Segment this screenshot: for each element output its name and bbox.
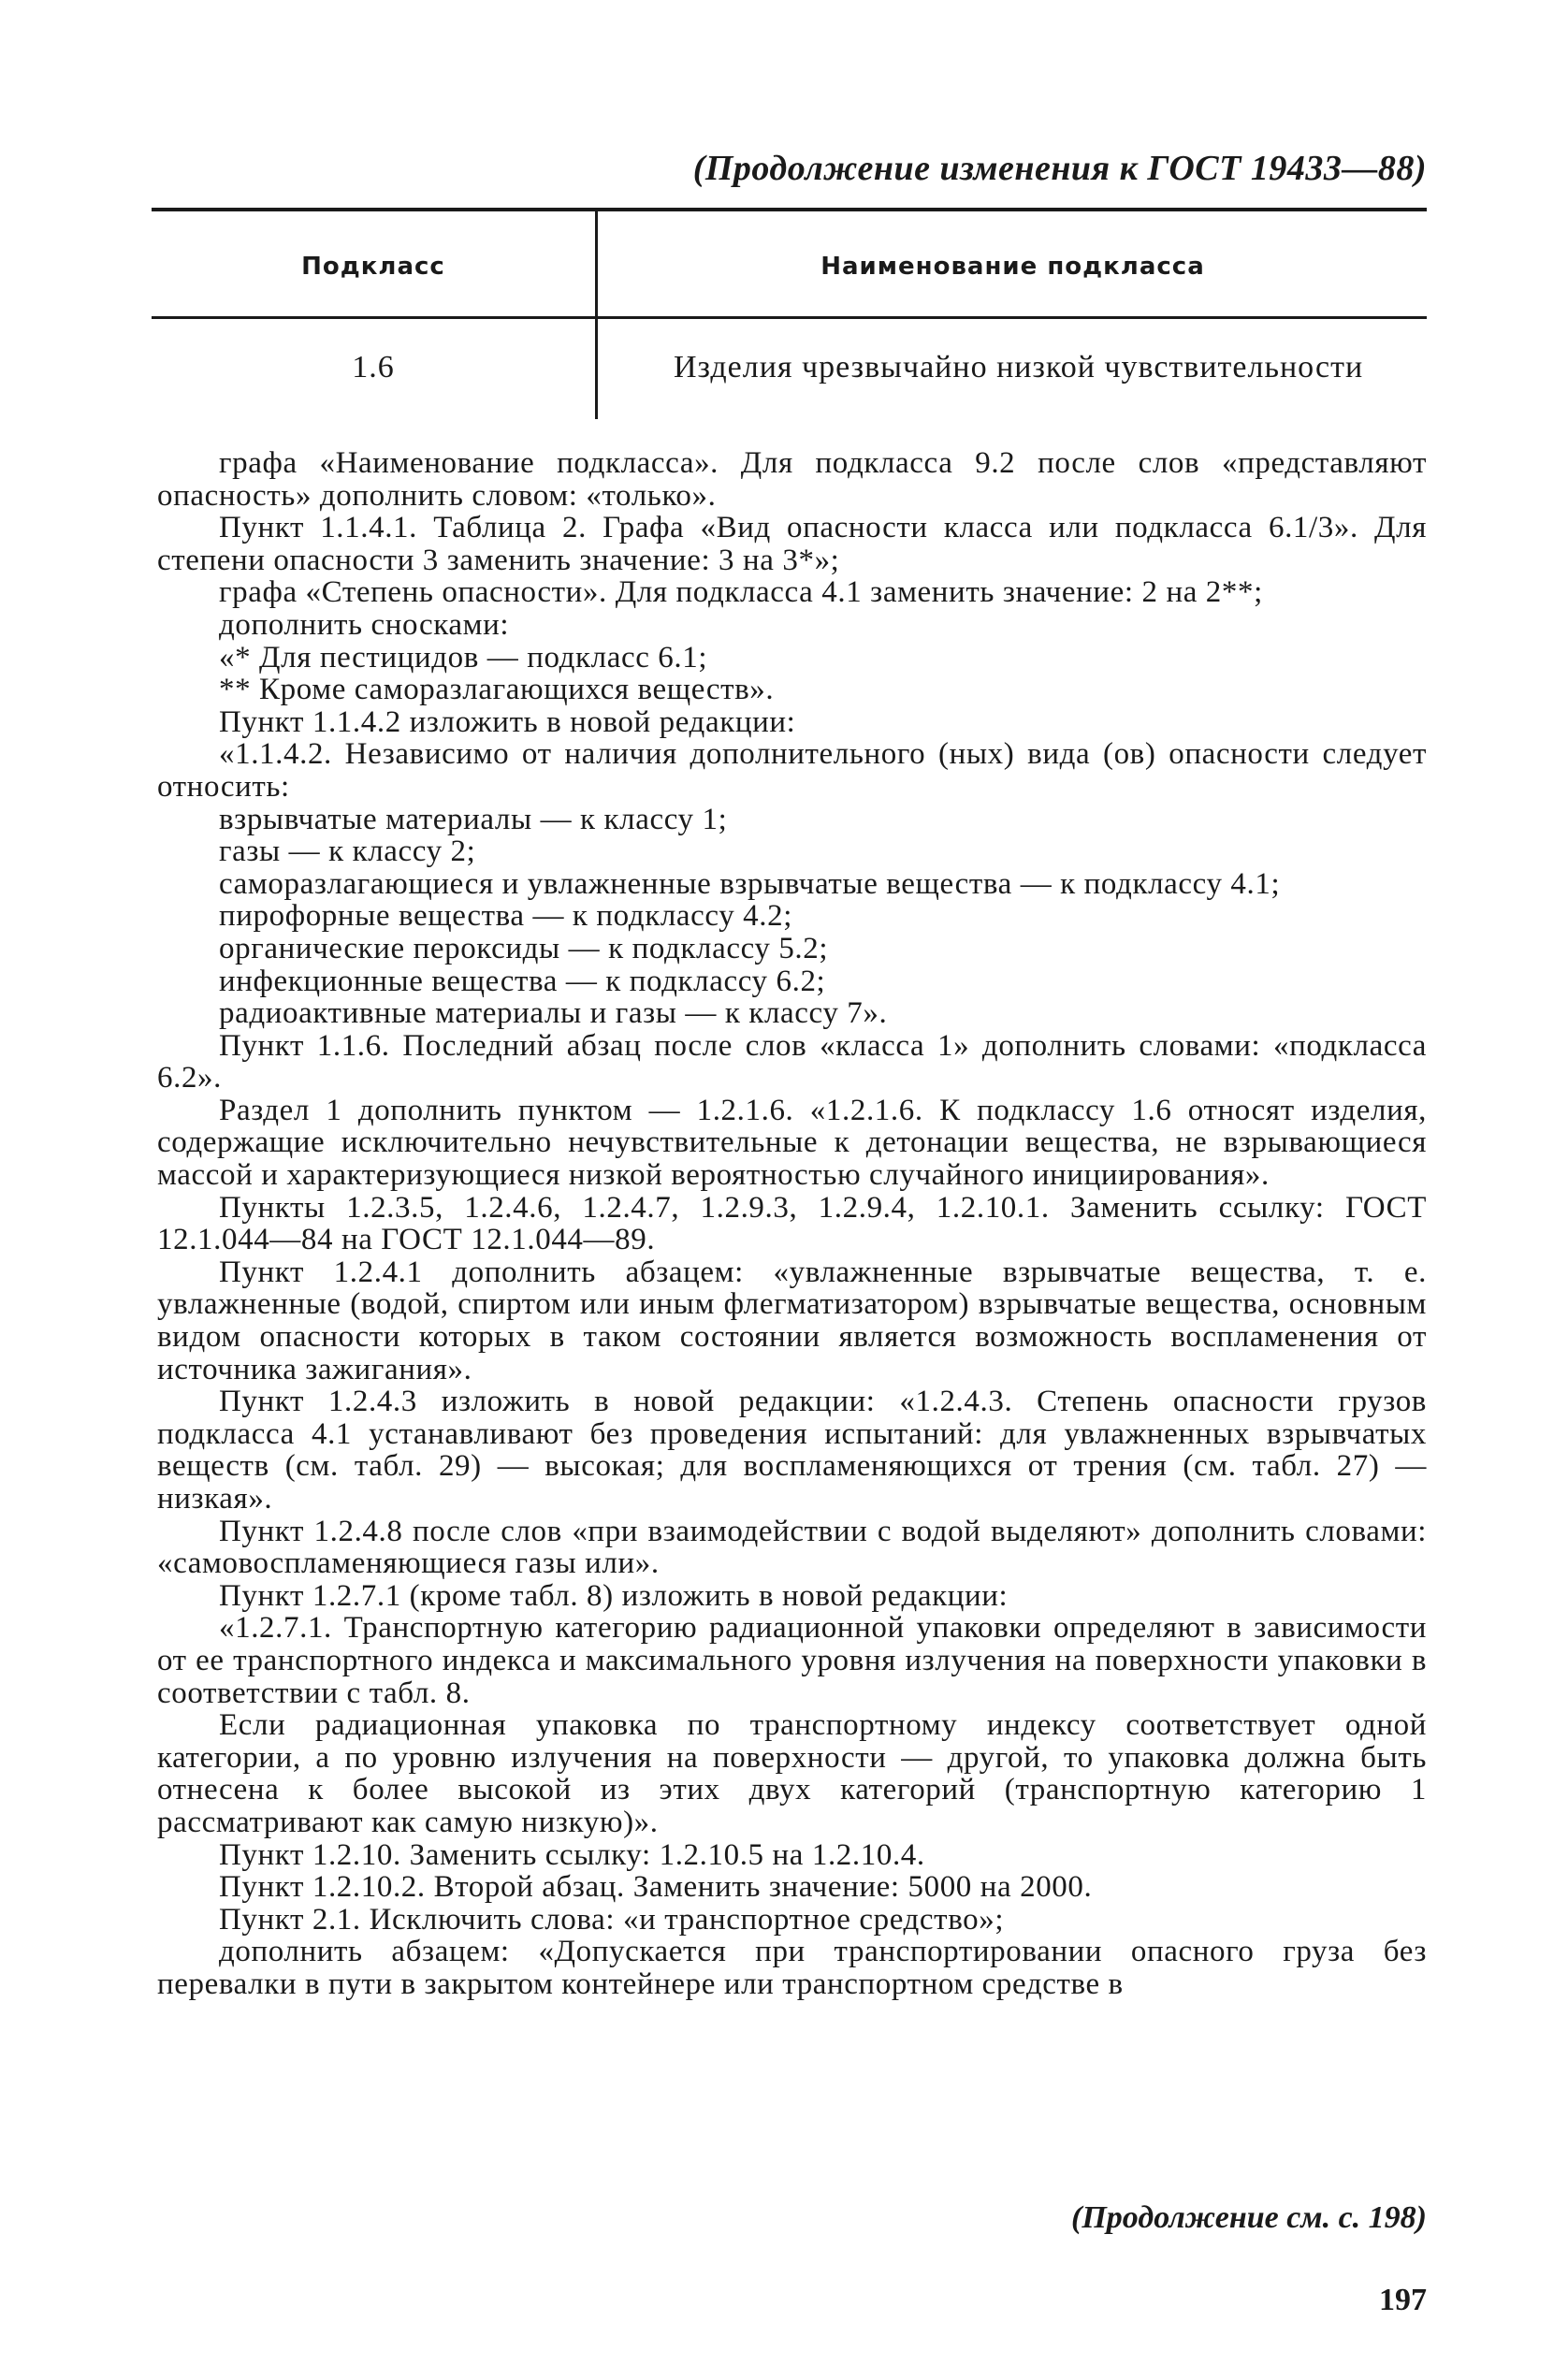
paragraph: Пункты 1.2.3.5, 1.2.4.6, 1.2.4.7, 1.2.9.3, 1.2.9.4, 1.2.10.1. Заменить ссылку: ГОСТ 12.1.044—84 на ГОСТ 12.1.044—89. xyxy=(157,1190,1427,1257)
paragraph: ** Кроме саморазлагающихся веществ». xyxy=(219,673,775,707)
paragraph: графа «Наименование подкласса». Для подкласса 9.2 после слов «представляют опасность» дополнить словом: «только». xyxy=(157,446,1427,513)
table-header-rule xyxy=(152,316,1427,319)
paragraph: саморазлагающиеся и увлажненные взрывчатые вещества — к подклассу 4.1; xyxy=(219,866,1281,901)
paragraph: графа «Степень опасности». Для подкласса 4.1 заменить значение: 2 на 2**; xyxy=(219,575,1263,610)
paragraph: органические пероксиды — к подклассу 5.2; xyxy=(219,931,829,965)
paragraph: Пункт 1.2.4.1 дополнить абзацем: «увлажненные взрывчатые вещества, т. е. увлажненные (водой, спиртом или иным флегматизатором) взрывчатые вещества, основным видом опасности которых в таком состоянии является возможность воспламенения от источника зажигания». xyxy=(157,1255,1427,1386)
paragraph: «* Для пестицидов — подкласс 6.1; xyxy=(219,640,708,675)
paragraph: радиоактивные материалы и газы — к классу 7». xyxy=(219,996,888,1031)
paragraph: Пункт 1.2.4.3 изложить в новой редакции: «1.2.4.3. Степень опасности грузов подкласса 4.1 устанавливают без проведения испытаний: для увлажненных взрывчатых веществ (см. табл. 29) — высокая; для воспламеняющихся от трения (см. табл. 27) — низкая». xyxy=(157,1385,1427,1516)
continuation-note: (Продолжение см. с. 198) xyxy=(1071,2200,1427,2235)
paragraph: Пункт 1.1.6. Последний абзац после слов «класса 1» дополнить словами: «подкласса 6.2». xyxy=(157,1028,1427,1095)
table-cell-subclass-name: Изделия чрезвычайно низкой чувствительности xyxy=(674,350,1364,384)
body-text xyxy=(157,447,1427,2001)
paragraph: «1.2.7.1. Транспортную категорию радиационной упаковки определяют в зависимости от ее транспортного индекса и максимального уровня излучения на поверхности упаковки в соответствии с табл. 8. xyxy=(157,1611,1427,1710)
paragraph: Пункт 1.2.4.8 после слов «при взаимодействии с водой выделяют» дополнить словами: «самовоспламеняющиеся газы или». xyxy=(157,1514,1427,1581)
paragraph: дополнить сносками: xyxy=(219,607,510,642)
paragraph: инфекционные вещества — к подклассу 6.2; xyxy=(219,964,826,998)
paragraph: Пункт 1.2.10.2. Второй абзац. Заменить значение: 5000 на 2000. xyxy=(219,1870,1093,1905)
paragraph: дополнить абзацем: «Допускается при транспортировании опасного груза без перевалки в пути в закрытом контейнере или транспортном средстве в xyxy=(157,1935,1427,2001)
paragraph: Пункт 1.1.4.1. Таблица 2. Графа «Вид опасности класса или подкласса 6.1/3». Для степени опасности 3 заменить значение: 3 на 3*»; xyxy=(157,511,1427,577)
paragraph: газы — к классу 2; xyxy=(219,834,476,869)
page-number: 197 xyxy=(1379,2283,1427,2317)
paragraph: Пункт 1.2.7.1 (кроме табл. 8) изложить в новой редакции: xyxy=(219,1578,1009,1613)
table-cell-subclass: 1.6 xyxy=(352,350,395,384)
paragraph: пирофорные вещества — к подклассу 4.2; xyxy=(219,899,792,934)
paragraph: «1.1.4.2. Независимо от наличия дополнительного (ных) вида (ов) опасности следует относить: xyxy=(157,737,1427,804)
paragraph: Пункт 1.2.10. Заменить ссылку: 1.2.10.5 на 1.2.10.4. xyxy=(219,1837,925,1872)
running-header: (Продолжение изменения к ГОСТ 19433—88) xyxy=(692,149,1427,188)
paragraph: Если радиационная упаковка по транспортному индексу соответствует одной категории, а по уровню излучения на поверхности — другой, то упаковка должна быть отнесена к более высокой из этих двух категорий (транспортную категорию 1 рассматривают как самую низкую)». xyxy=(157,1708,1427,1839)
paragraph: Раздел 1 дополнить пунктом — 1.2.1.6. «1.2.1.6. К подклассу 1.6 относят изделия, содержащие исключительно нечувствительные к детонации вещества, не взрывающиеся массой и характеризующиеся низкой вероятностью случайного инициирования». xyxy=(157,1093,1427,1193)
table-top-rule xyxy=(152,208,1427,211)
paragraph: Пункт 2.1. Исключить слова: «и транспортное средство»; xyxy=(219,1902,1005,1937)
paragraph: взрывчатые материалы — к классу 1; xyxy=(219,802,728,836)
paragraph: Пункт 1.1.4.2 изложить в новой редакции: xyxy=(219,704,796,739)
table-header-subclass-name: Наименование подкласса xyxy=(820,253,1205,281)
table-column-divider xyxy=(595,211,598,419)
table-header-subclass: Подкласс xyxy=(301,253,445,281)
